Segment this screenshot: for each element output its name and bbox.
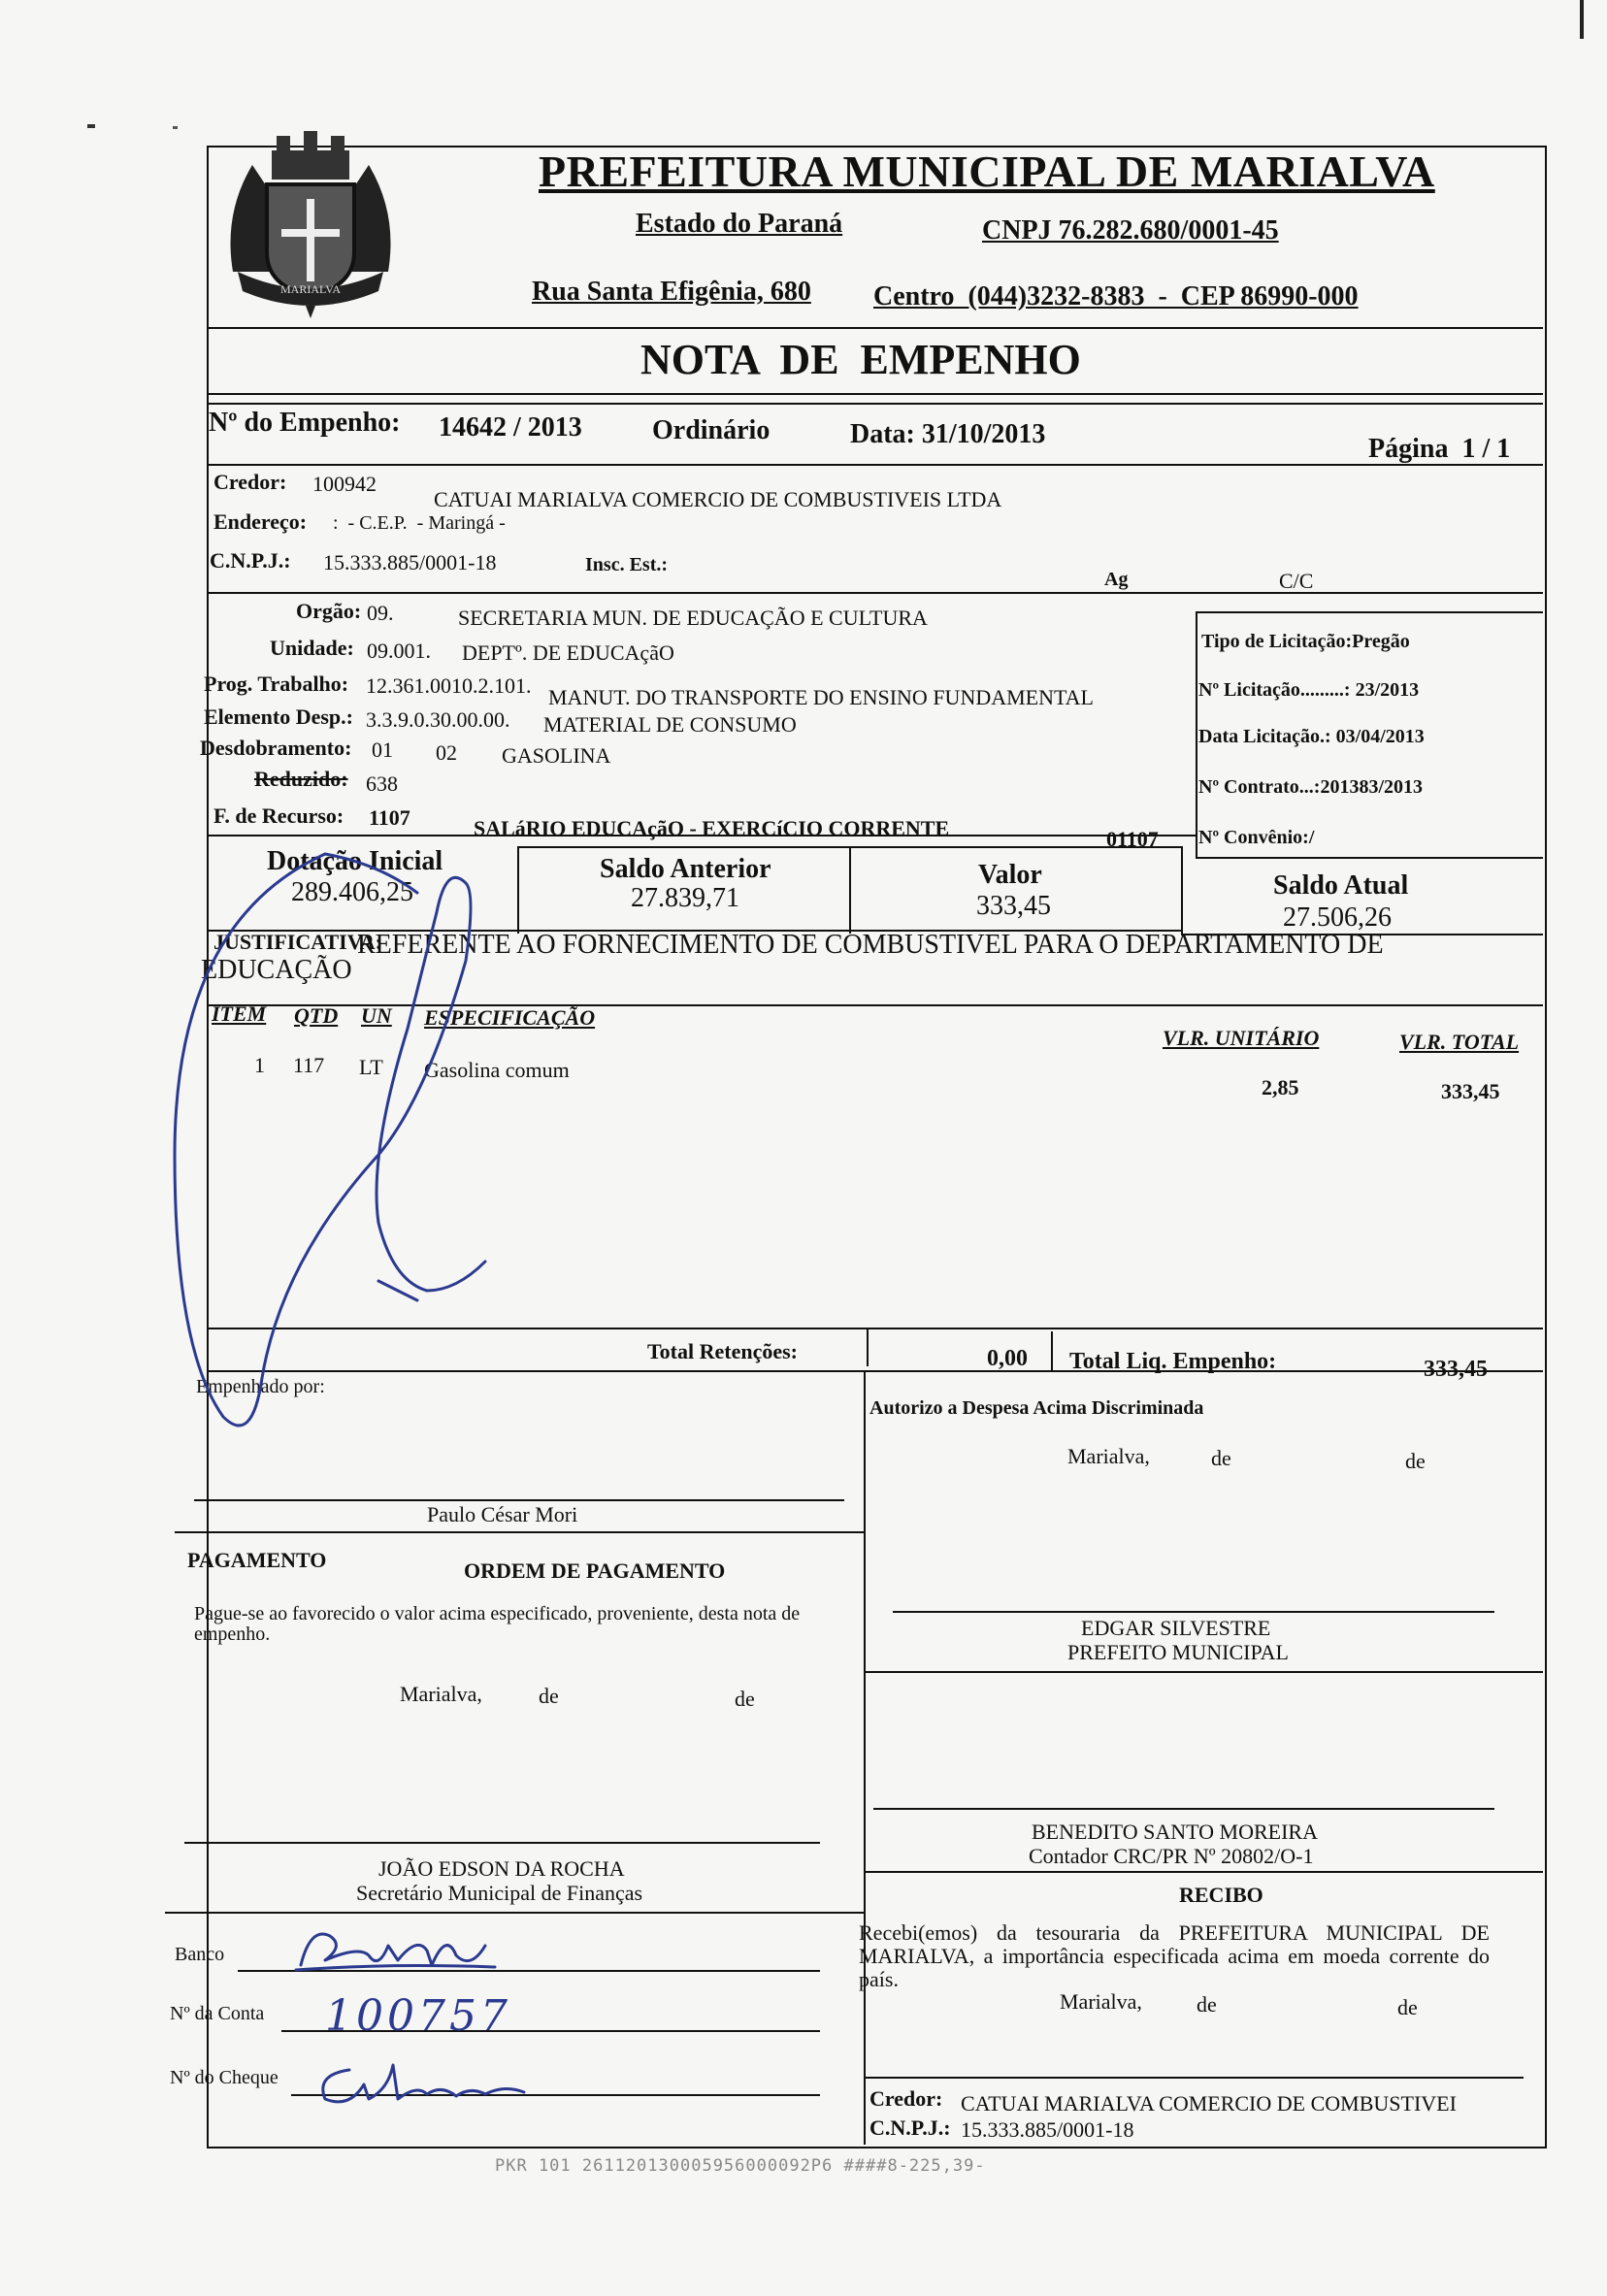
pagamento-place: Marialva,: [400, 1682, 482, 1706]
insc-est-label: Insc. Est.:: [585, 554, 669, 575]
justificativa-label: JUSTIFICATIVA:: [213, 930, 383, 954]
autorizo-label: Autorizo a Despesa Acima Discriminada: [869, 1397, 1204, 1419]
autorizo-de2: de: [1405, 1449, 1426, 1473]
elemento-code: 3.3.9.0.30.00.00.: [366, 707, 510, 732]
recibo-label: RECIBO: [1179, 1883, 1263, 1907]
item-unit: LT: [359, 1055, 383, 1079]
secretario-name: JOÃO EDSON DA ROCHA: [378, 1856, 625, 1881]
orgao-label: Orgão:: [296, 599, 362, 623]
pagamento-de2: de: [735, 1687, 755, 1711]
municipality-title: PREFEITURA MUNICIPAL DE MARIALVA: [539, 147, 1435, 196]
scan-mark: [173, 126, 178, 129]
prefeito-role: PREFEITO MUNICIPAL: [1067, 1640, 1289, 1664]
banco-handwriting: [291, 1917, 543, 1984]
licitacao-numero: Nº Licitação.........: 23/2013: [1198, 679, 1420, 701]
saldo-anterior-label: Saldo Anterior: [600, 854, 771, 884]
prog-code: 12.361.0010.2.101.: [366, 673, 532, 698]
pagamento-text: Pague-se ao favorecido o valor acima especificado, proveniente, desta nota de empenho.: [194, 1603, 801, 1645]
total-retencoes-label: Total Retenções:: [647, 1339, 798, 1363]
valor-label: Valor: [978, 860, 1042, 890]
empenho-number: 14642 / 2013: [439, 412, 582, 443]
col-header-un: UN: [361, 1003, 392, 1028]
credor-code: 100942: [312, 472, 377, 496]
dotacao-label: Dotação Inicial: [267, 846, 443, 876]
state-name: Estado do Paraná: [636, 209, 843, 239]
justificativa-text-line2: EDUCAÇÃO: [201, 955, 352, 985]
recibo-text: Recebi(emos) da tesouraria da PREFEITURA MUNICIPAL DE MARIALVA, a importância especificada acima em moeda corrente do país.: [859, 1920, 1490, 1991]
item-total-price: 333,45: [1441, 1079, 1500, 1103]
scan-mark: [87, 124, 95, 128]
cheque-handwriting: [311, 2055, 553, 2114]
banco-label: Banco: [175, 1944, 225, 1965]
recibo-place: Marialva,: [1060, 1989, 1142, 2014]
municipal-crest-icon: [213, 126, 408, 320]
saldo-atual-value: 27.506,26: [1283, 902, 1392, 933]
credor-name: CATUAI MARIALVA COMERCIO DE COMBUSTIVEIS LTDA: [434, 487, 1002, 511]
secretario-role: Secretário Municipal de Finanças: [356, 1881, 643, 1905]
empenhado-por-label: Empenhado por:: [196, 1376, 325, 1397]
unidade-code: 09.001.: [367, 639, 431, 663]
prefeito-name: EDGAR SILVESTRE: [1081, 1616, 1271, 1640]
address-details: Centro (044)3232-8383 - CEP 86990-000: [873, 281, 1359, 312]
elemento-label: Elemento Desp.:: [204, 705, 353, 729]
justificativa-text-line1: REFERENTE AO FORNECIMENTO DE COMBUSTIVEL PARA O DEPARTAMENTO DE: [357, 930, 1384, 960]
recibo-credor-label: Credor:: [869, 2086, 943, 2111]
desdobramento-name: GASOLINA: [502, 743, 611, 768]
conta-label: Nº da Conta: [170, 2003, 265, 2024]
col-header-total: VLR. TOTAL: [1399, 1030, 1520, 1054]
col-header-unit: VLR. UNITÁRIO: [1163, 1026, 1320, 1050]
credor-label: Credor:: [213, 470, 287, 494]
unidade-label: Unidade:: [270, 636, 354, 660]
unidade-name: DEPTº. DE EDUCAçãO: [462, 640, 674, 665]
scan-mark: [1580, 0, 1584, 39]
cc-label: C/C: [1279, 569, 1314, 593]
ordem-pagamento-label: ORDEM DE PAGAMENTO: [464, 1558, 726, 1583]
svg-text:MARIALVA: MARIALVA: [279, 282, 342, 296]
fonte-number: 01107: [1106, 827, 1159, 851]
recibo-de1: de: [1197, 1992, 1217, 2017]
desdobramento-label: Desdobramento:: [200, 736, 352, 760]
contador-name: BENEDITO SANTO MOREIRA: [1032, 1820, 1318, 1844]
recibo-cnpj-value: 15.333.885/0001-18: [961, 2117, 1134, 2142]
total-liquido-value: 333,45: [1424, 1357, 1488, 1382]
autorizo-de1: de: [1211, 1446, 1231, 1470]
orgao-name: SECRETARIA MUN. DE EDUCAÇÃO E CULTURA: [458, 606, 928, 630]
contrato-numero: Nº Contrato...:201383/2013: [1198, 776, 1424, 798]
empenho-type: Ordinário: [652, 415, 771, 445]
cnpj-label: C.N.P.J.:: [210, 548, 291, 573]
orgao-code: 09.: [367, 601, 394, 625]
desdobramento-b: 02: [436, 740, 457, 765]
dotacao-value: 289.406,25: [291, 877, 413, 907]
item-unit-price: 2,85: [1262, 1075, 1299, 1099]
saldo-anterior-value: 27.839,71: [631, 883, 739, 913]
col-header-qtd: QTD: [294, 1003, 339, 1028]
reduzido-value: 638: [366, 771, 398, 796]
prog-label: Prog. Trabalho:: [204, 672, 349, 696]
page-number: Página 1 / 1: [1368, 434, 1511, 464]
ink-check-mark: [155, 835, 611, 1456]
licitacao-tipo: Tipo de Licitação:Pregão: [1201, 631, 1410, 652]
total-liquido-label: Total Liq. Empenho:: [1069, 1349, 1277, 1374]
saldo-atual-label: Saldo Atual: [1273, 870, 1409, 901]
credor-cnpj: 15.333.885/0001-18: [323, 550, 497, 574]
endereco-value: : - C.E.P. - Maringá -: [333, 512, 506, 534]
fonte-code: 1107: [369, 805, 410, 830]
total-retencoes-value: 0,00: [987, 1346, 1028, 1371]
col-header-espec: ESPECIFICAÇÃO: [424, 1005, 596, 1030]
recibo-de2: de: [1397, 1995, 1418, 2019]
recibo-credor-value: CATUAI MARIALVA COMERCIO DE COMBUSTIVEI: [961, 2091, 1457, 2116]
valor-value: 333,45: [976, 891, 1051, 921]
prog-name: MANUT. DO TRANSPORTE DO ENSINO FUNDAMENTAL: [548, 685, 1094, 709]
licitacao-data: Data Licitação.: 03/04/2013: [1198, 726, 1425, 747]
empenhado-signer: Paulo César Mori: [427, 1502, 578, 1526]
item-number: 1: [254, 1053, 265, 1077]
autorizo-place: Marialva,: [1067, 1444, 1150, 1468]
item-description: Gasolina comum: [424, 1058, 570, 1082]
footer-stamp: PKR 101 261120130005956000092P6 ####8-225,39-: [495, 2156, 986, 2176]
reduzido-label: Reduzido:: [254, 767, 348, 791]
document-title: NOTA DE EMPENHO: [640, 336, 1081, 383]
elemento-name: MATERIAL DE CONSUMO: [543, 712, 797, 737]
pagamento-de1: de: [539, 1684, 559, 1708]
cheque-label: Nº do Cheque: [170, 2067, 279, 2088]
recibo-cnpj-label: C.N.P.J.:: [869, 2116, 951, 2140]
fonte-label: F. de Recurso:: [213, 804, 344, 828]
municipality-cnpj: CNPJ 76.282.680/0001-45: [982, 215, 1279, 246]
item-quantity: 117: [293, 1053, 325, 1077]
fonte-name: SALáRIO EDUCAçãO - EXERCíCIO CORRENTE: [474, 816, 950, 840]
conta-handwritten-number: 100757: [325, 1991, 511, 2041]
col-header-item: ITEM: [212, 1001, 267, 1026]
ag-label: Ag: [1104, 569, 1129, 590]
pagamento-label: PAGAMENTO: [187, 1548, 327, 1572]
empenho-date: Data: 31/10/2013: [850, 419, 1046, 449]
address-street: Rua Santa Efigênia, 680: [532, 277, 811, 307]
contador-role: Contador CRC/PR Nº 20802/O-1: [1029, 1844, 1314, 1868]
empenho-number-label: Nº do Empenho:: [209, 408, 401, 438]
desdobramento-a: 01: [372, 738, 393, 762]
convenio-numero: Nº Convênio:/: [1198, 827, 1315, 848]
endereco-label: Endereço:: [213, 509, 308, 534]
